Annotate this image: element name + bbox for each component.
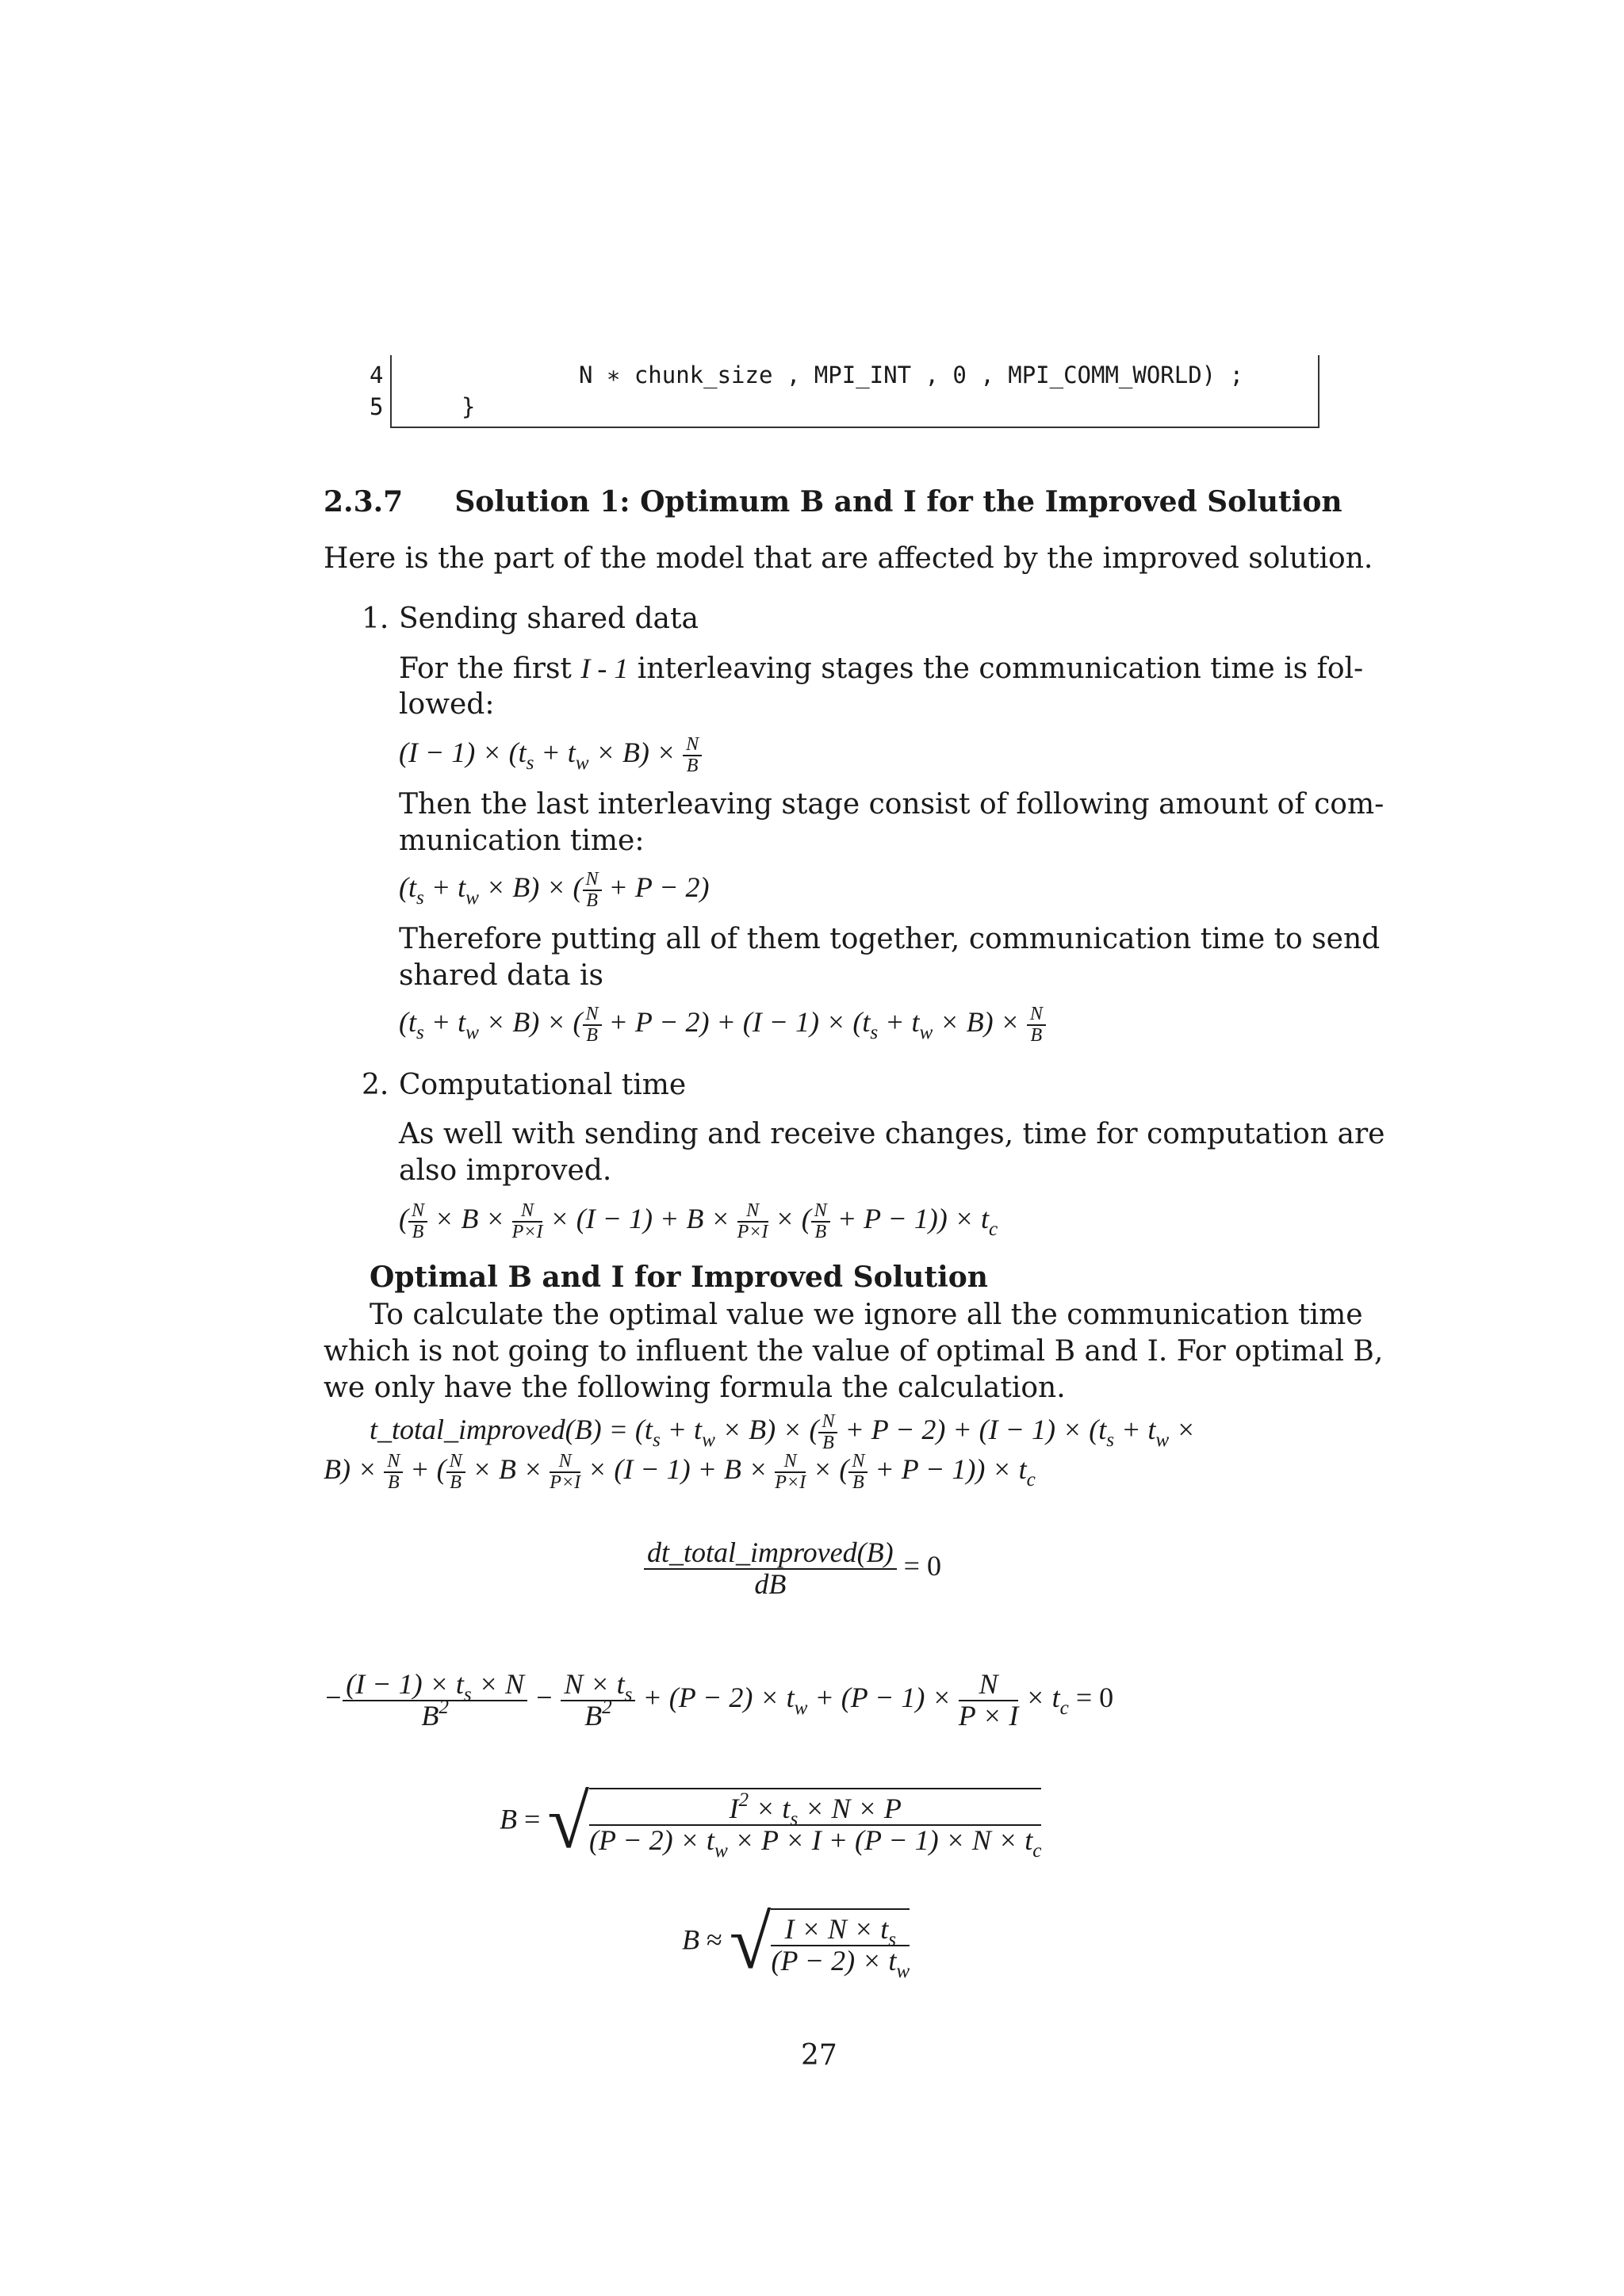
list-item-title: Sending shared data [399,603,699,635]
code-line-number: 5 [370,393,384,420]
paragraph-line: As well with sending and receive changes, time for computation are [399,1118,1385,1150]
code-line-text: N ∗ chunk_size , MPI_INT , 0 , MPI_COMM_WORLD) ; [579,362,1244,388]
paragraph-line: lowed: [399,688,495,721]
paragraph-line: shared data is [399,959,603,992]
text-run: interleaving stages the communication time is fol- [628,652,1364,685]
display-equation-b-approx: B ≈ √ $\frac{I \times N \times t_s}{(P - 2) \times t_w}$ [682,1900,910,1984]
paragraph-line: which is not going to influent the value of optimal B and I. For optimal B, [324,1335,1384,1368]
code-line-number: 4 [370,362,384,388]
formula-3: $(t_s + t_w \times B)$ × ( $\frac{N}{B}$ + $P - 2) + (I - 1) \times (t_s + t_w \times B)$ × $\frac{N}{B}$ [399,1004,1046,1046]
section-heading [324,484,1342,520]
paragraph-line: munication time: [399,825,645,857]
sqrt-sign-icon: √ [547,1779,589,1864]
subsection-title: Optimal B and I for Improved Solution [370,1261,988,1294]
section-intro: Here is the part of the model that are affected by the improved solution. [324,542,1373,575]
sqrt-sign-icon: √ [729,1900,772,1984]
list-item-marker: 1. [362,603,389,635]
formula-2: $(t_s + t_w \times B)$ × ( $\frac{N}{B}$ + P − 2) [399,868,710,911]
formula-1: $(I - 1) \times (t_s + t_w \times B)$ × $\frac{N}{B}$ [399,734,702,776]
display-equation-b-exact: B = √ $\frac{I^2 \times t_s \times N \times P}{(P - 2) \times t_w \times P \times I + (P - 1) \times N \times t_c}$ [500,1779,1042,1864]
paragraph-line: To calculate the optimal value we ignore all the communication time [370,1299,1363,1331]
display-equation-expanded: − $\frac{(I - 1) \times t_s \times N}{B^2}$ − $\frac{N \times t_s}{B^2}$ + $(P - 2) \times t_w + (P - 1)$ × $\frac{N}{P \times I}$ × $t_c = 0$ [324,1668,1114,1732]
section-number: 2.3.7 [324,485,404,519]
paragraph-line: Then the last interleaving stage consist of following amount of com- [399,788,1385,821]
list-item-marker: 2. [362,1069,389,1101]
inline-math: I - 1 [580,652,629,684]
formula-5-line2: B) × $\frac{N}{B}$ + ( $\frac{N}{B}$ × B × $\frac{N}{P\times I}$ × (I − 1) + B × $\frac{N}{P\times I}$ × ( $\frac{N}{B}$ + $P - 1)) \times t_c$ [324,1450,1036,1493]
paragraph-line: Therefore putting all of them together, communication time to send [399,923,1381,955]
formula-5-line1: t_total_improved(B) = $(t_s + t_w \times B)$ × ( $\frac{N}{B}$ + $P - 2) + (I - 1) \times (t_s + t_w$ × [370,1410,1196,1453]
paragraph-line [399,650,1363,687]
paragraph-line: also improved. [399,1154,612,1187]
page-number: 27 [801,2039,837,2072]
list-item-title: Computational time [399,1069,687,1101]
code-line-text: } [462,393,476,420]
formula-4: ( $\frac{N}{B}$ × B × $\frac{N}{P\times I}$ × (I − 1) + B × $\frac{N}{P\times I}$ × ( $\frac{N}{B}$ + $P - 1)) \times t_c$ [399,1200,998,1242]
text-run: For the first [399,652,581,685]
paragraph-line: we only have the following formula the calculation. [324,1372,1066,1404]
section-title: Solution 1: Optimum B and I for the Improved Solution [454,485,1342,519]
display-equation-derivative: $\frac{\text{dt\_total\_improved(B)}}{dB}$ = 0 [644,1538,941,1600]
